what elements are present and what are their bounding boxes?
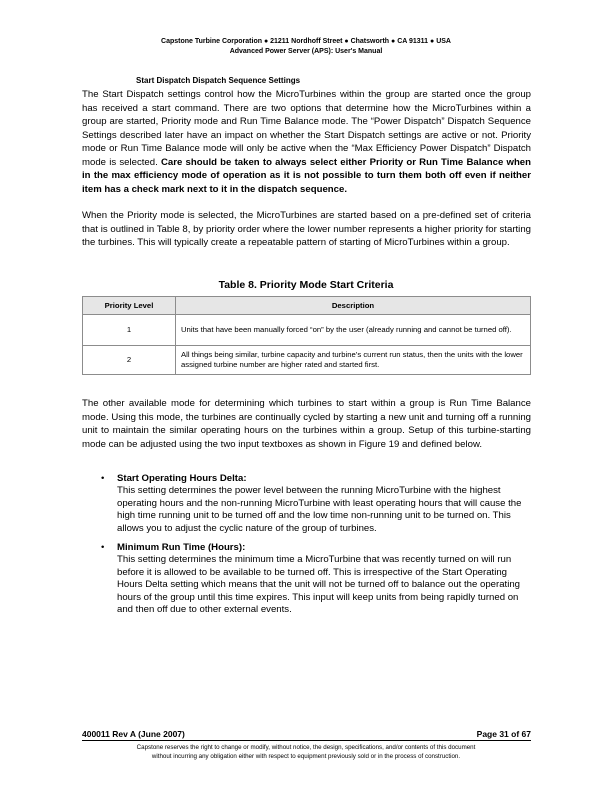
bullet-icon: •	[101, 542, 105, 554]
setting-description: This setting determines the power level between the running MicroTurbine with the highest operating hours and the non-running MicroTurbine with least operating hours that will cause the high time running unit to be turned off and the low time non-running unit to be turned on. This allows you to adjust the cyclic nature of the group of turbines.	[117, 485, 522, 534]
intro-text: The Start Dispatch settings control how the MicroTurbines within the group are started once the group has received a start command. There are two options that determine how the MicroTurbines within a group are started, Priority mode and Run Time Balance mode. The “Power Dispatch” Dispatch Sequence Settings described later have an impact on whether the Start Dispatch settings are active or not. Priority mode or Run Time Balance mode will only be active when the “Max Efficiency Power Dispatch” Dispatch mode is selected.	[82, 89, 531, 168]
table-row	[83, 315, 531, 346]
list-item	[82, 542, 531, 616]
table-row	[83, 346, 531, 375]
description-cell: All things being similar, turbine capacity and turbine’s current run status, then the units with the lower assigned turbine number are higher rated and started first.	[176, 346, 531, 375]
header-company-line: Capstone Turbine Corporation ● 21211 Nordhoff Street ● Chatsworth ● CA 91311 ● USA	[161, 38, 451, 45]
setting-title: Minimum Run Time (Hours):	[117, 542, 246, 554]
document-id: 400011 Rev A (June 2007)	[82, 729, 185, 739]
settings-list	[82, 473, 531, 623]
priority-level-cell: 1	[83, 315, 176, 346]
column-header-priority-level: Priority Level	[83, 297, 176, 315]
list-item	[82, 473, 531, 535]
footer-disclaimer	[0, 744, 612, 761]
disclaimer-line: without incurring any obligation either with respect to equipment previously sold or in the process of construction.	[151, 752, 461, 760]
header-manual-title: Advanced Power Server (APS): User's Manual	[229, 48, 383, 55]
section-title: Start Dispatch Dispatch Sequence Settings	[136, 76, 301, 85]
disclaimer-line: Capstone reserves the right to change or modify, without notice, the design, specifications, and/or contents of this document	[136, 744, 476, 751]
priority-level-cell: 2	[83, 346, 176, 375]
caution-text: Care should be taken to always select either Priority or Run Time Balance when in the max efficiency mode of operation as it is not possible to turn them both off even if neither item has a check mark next to it in the dispatch sequence.	[82, 156, 532, 195]
run-time-balance-paragraph: The other available mode for determining which turbines to start within a group is Run Time Balance mode. Using this mode, the turbines are continually cycled by starting a new unit and turning off a running unit to maintain the similar operating hours on the turbines within a group. Setup of this turbine-starting mode can be adjusted using the two input textboxes as shown in Figure 19 and defined below.	[82, 398, 531, 450]
intro-paragraph	[82, 88, 531, 196]
priority-mode-paragraph: When the Priority mode is selected, the MicroTurbines are started based on a pre-defined set of criteria that is outlined in Table 8, by priority order where the lower number represents a higher priority for starting the turbines. This will typically create a repeatable pattern of starting of MicroTurbines within a group.	[82, 210, 531, 248]
page-number: Page 31 of 67	[476, 729, 531, 739]
setting-description: This setting determines the minimum time a MicroTurbine that was recently turned on will run before it is allowed to be available to be turned off. This is irrespective of the Start Operating Hours Delta setting which means that the unit will not be turned off to balance out the operating hours of the group until this time expires. This input will keep units from being rapidly turned on and then off due to other external events.	[117, 554, 521, 616]
setting-title: Start Operating Hours Delta:	[117, 473, 247, 484]
description-cell: Units that have been manually forced “on” by the user (already running and cannot be turned off).	[176, 315, 531, 346]
column-header-description: Description	[176, 297, 531, 315]
table-header-row	[83, 297, 531, 315]
page-header	[0, 37, 612, 57]
footer-divider	[82, 740, 531, 741]
bullet-icon: •	[101, 473, 105, 484]
table-caption: Table 8. Priority Mode Start Criteria	[218, 279, 394, 291]
priority-criteria-table	[82, 296, 531, 375]
